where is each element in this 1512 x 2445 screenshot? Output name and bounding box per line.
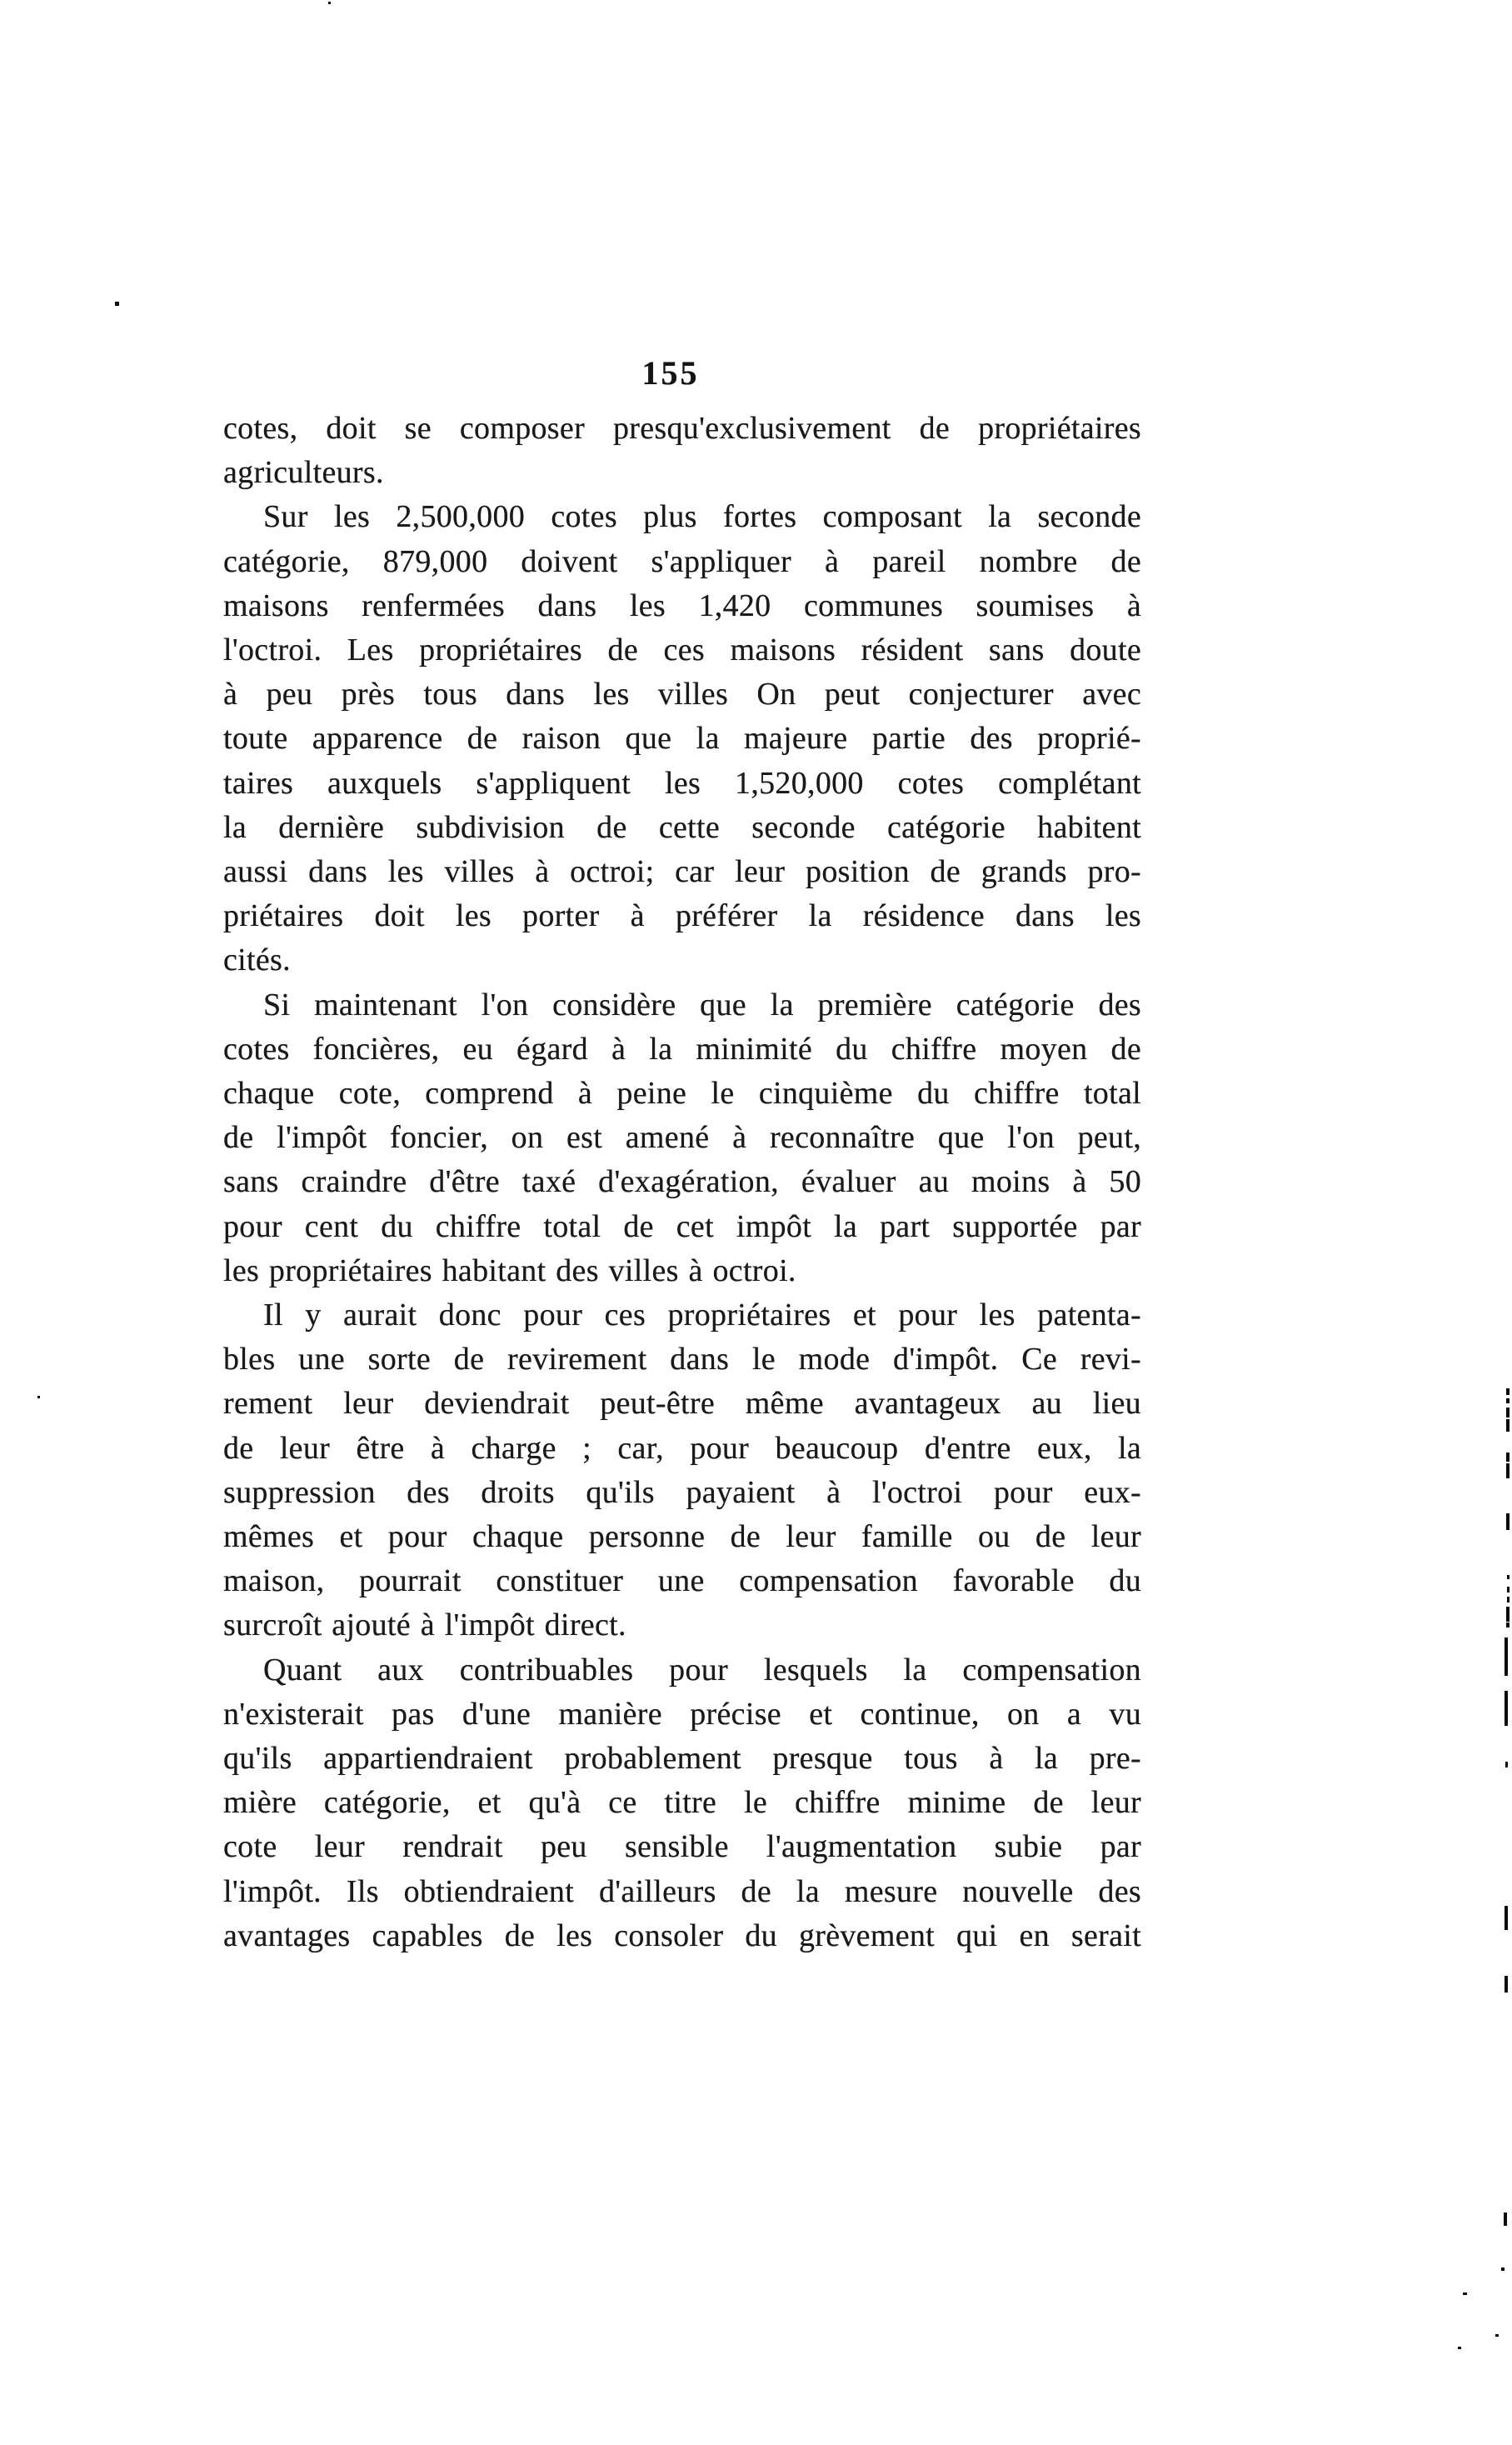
text-line: les propriétaires habitant des villes à octroi.: [223, 1252, 796, 1288]
text-line: cotes foncières, eu égard à la minimité du chiffre moyen de: [223, 1031, 1141, 1067]
scan-mark: [1505, 1976, 1508, 1992]
scan-mark: [1505, 1691, 1508, 1726]
text-line: cotes, doit se composer presqu'exclusivement de propriétaires: [223, 411, 1141, 446]
text-line: de l'impôt foncier, on est amené à reconnaître que l'on peut,: [223, 1120, 1141, 1156]
text-line: Quant aux contribuables pour lesquels la compensation: [263, 1652, 1141, 1688]
scan-mark: [1506, 1398, 1510, 1403]
scan-mark: [1506, 1513, 1510, 1530]
text-line: suppression des droits qu'ils payaient à l'octroi pour eux-: [223, 1474, 1141, 1510]
text-line: chaque cote, comprend à peine le cinquième du chiffre total: [223, 1076, 1141, 1111]
text-line: Sur les 2,500,000 cotes plus fortes composant la seconde: [263, 499, 1141, 535]
scan-mark: [1506, 1419, 1510, 1432]
text-line: la dernière subdivision de cette seconde catégorie habitent: [223, 809, 1141, 845]
text-line: priétaires doit les porter à préférer la résidence dans les: [223, 898, 1141, 934]
text-line: rement leur deviendrait peut-être même avantageux au lieu: [223, 1386, 1141, 1422]
text-line: cités.: [223, 942, 291, 978]
text-line: mêmes et pour chaque personne de leur famille ou de leur: [223, 1519, 1141, 1554]
text-line: bles une sorte de revirement dans le mode d'impôt. Ce revi-: [223, 1342, 1141, 1378]
text-line: Si maintenant l'on considère que la première catégorie des: [263, 987, 1141, 1022]
text-line: aussi dans les villes à octroi; car leur position de grands pro-: [223, 854, 1141, 889]
scan-mark: [1505, 1906, 1508, 1930]
scan-mark: [1458, 2347, 1461, 2349]
text-line: catégorie, 879,000 doivent s'appliquer à pareil nombre de: [223, 543, 1141, 579]
scan-mark: [1506, 1622, 1510, 1628]
text-line: toute apparence de raison que la majeure partie des proprié-: [223, 721, 1141, 757]
scan-mark: [37, 1396, 40, 1398]
scan-mark: [1507, 1575, 1510, 1579]
text-line: cote leur rendrait peu sensible l'augmentation subie par: [223, 1829, 1141, 1865]
text-line: agriculteurs.: [223, 455, 384, 491]
text-line: surcroît ajouté à l'impôt direct.: [223, 1608, 626, 1643]
scan-mark: [328, 2, 331, 4]
page-number: 155: [641, 354, 700, 392]
scan-mark: [1504, 2212, 1507, 2226]
text-line: n'existerait pas d'une manière précise et continue, on a vu: [223, 1696, 1141, 1732]
text-line: de leur être à charge ; car, pour beaucoup d'entre eux, la: [223, 1430, 1141, 1466]
scan-mark: [1463, 2292, 1467, 2295]
text-line: mière catégorie, et qu'à ce titre le chiffre minime de leur: [223, 1785, 1141, 1821]
text-line: Il y aurait donc pour ces propriétaires et pour les patenta-: [263, 1298, 1141, 1332]
scan-mark: [115, 302, 119, 306]
scan-mark: [1506, 1452, 1510, 1462]
scan-mark: [1505, 1762, 1508, 1768]
text-line: qu'ils appartiendraient probablement presque tous à la pre-: [223, 1741, 1141, 1776]
text-line: taires auxquels s'appliquent les 1,520,000 cotes complétant: [223, 765, 1141, 801]
text-line: sans craindre d'être taxé d'exagération, évaluer au moins à 50: [223, 1164, 1141, 1200]
page-text: [223, 406, 1141, 1989]
text-line: à peu près tous dans les villes On peut conjecturer avec: [223, 677, 1141, 712]
text-line: maisons renfermées dans les 1,420 communes soumises à: [223, 588, 1141, 623]
scan-mark: [1501, 2268, 1505, 2271]
scan-mark: [1506, 1408, 1510, 1418]
scan-mark: [1506, 1388, 1510, 1395]
text-line: l'impôt. Ils obtiendraient d'ailleurs de la mesure nouvelle des: [223, 1873, 1141, 1909]
scan-mark: [1506, 1463, 1510, 1478]
text-line: l'octroi. Les propriétaires de ces maisons résident sans doute: [223, 632, 1141, 668]
text-line: maison, pourrait constituer une compensation favorable du: [223, 1563, 1141, 1599]
scan-mark: [1505, 1638, 1508, 1676]
scan-mark: [1495, 2334, 1499, 2337]
text-line: avantages capables de les consoler du grèvement qui en serait: [223, 1918, 1141, 1953]
scan-mark: [1507, 1597, 1510, 1602]
scan-mark: [1507, 1587, 1510, 1592]
text-line: pour cent du chiffre total de cet impôt la part supportée par: [223, 1208, 1141, 1244]
scan-mark: [1506, 1607, 1510, 1622]
